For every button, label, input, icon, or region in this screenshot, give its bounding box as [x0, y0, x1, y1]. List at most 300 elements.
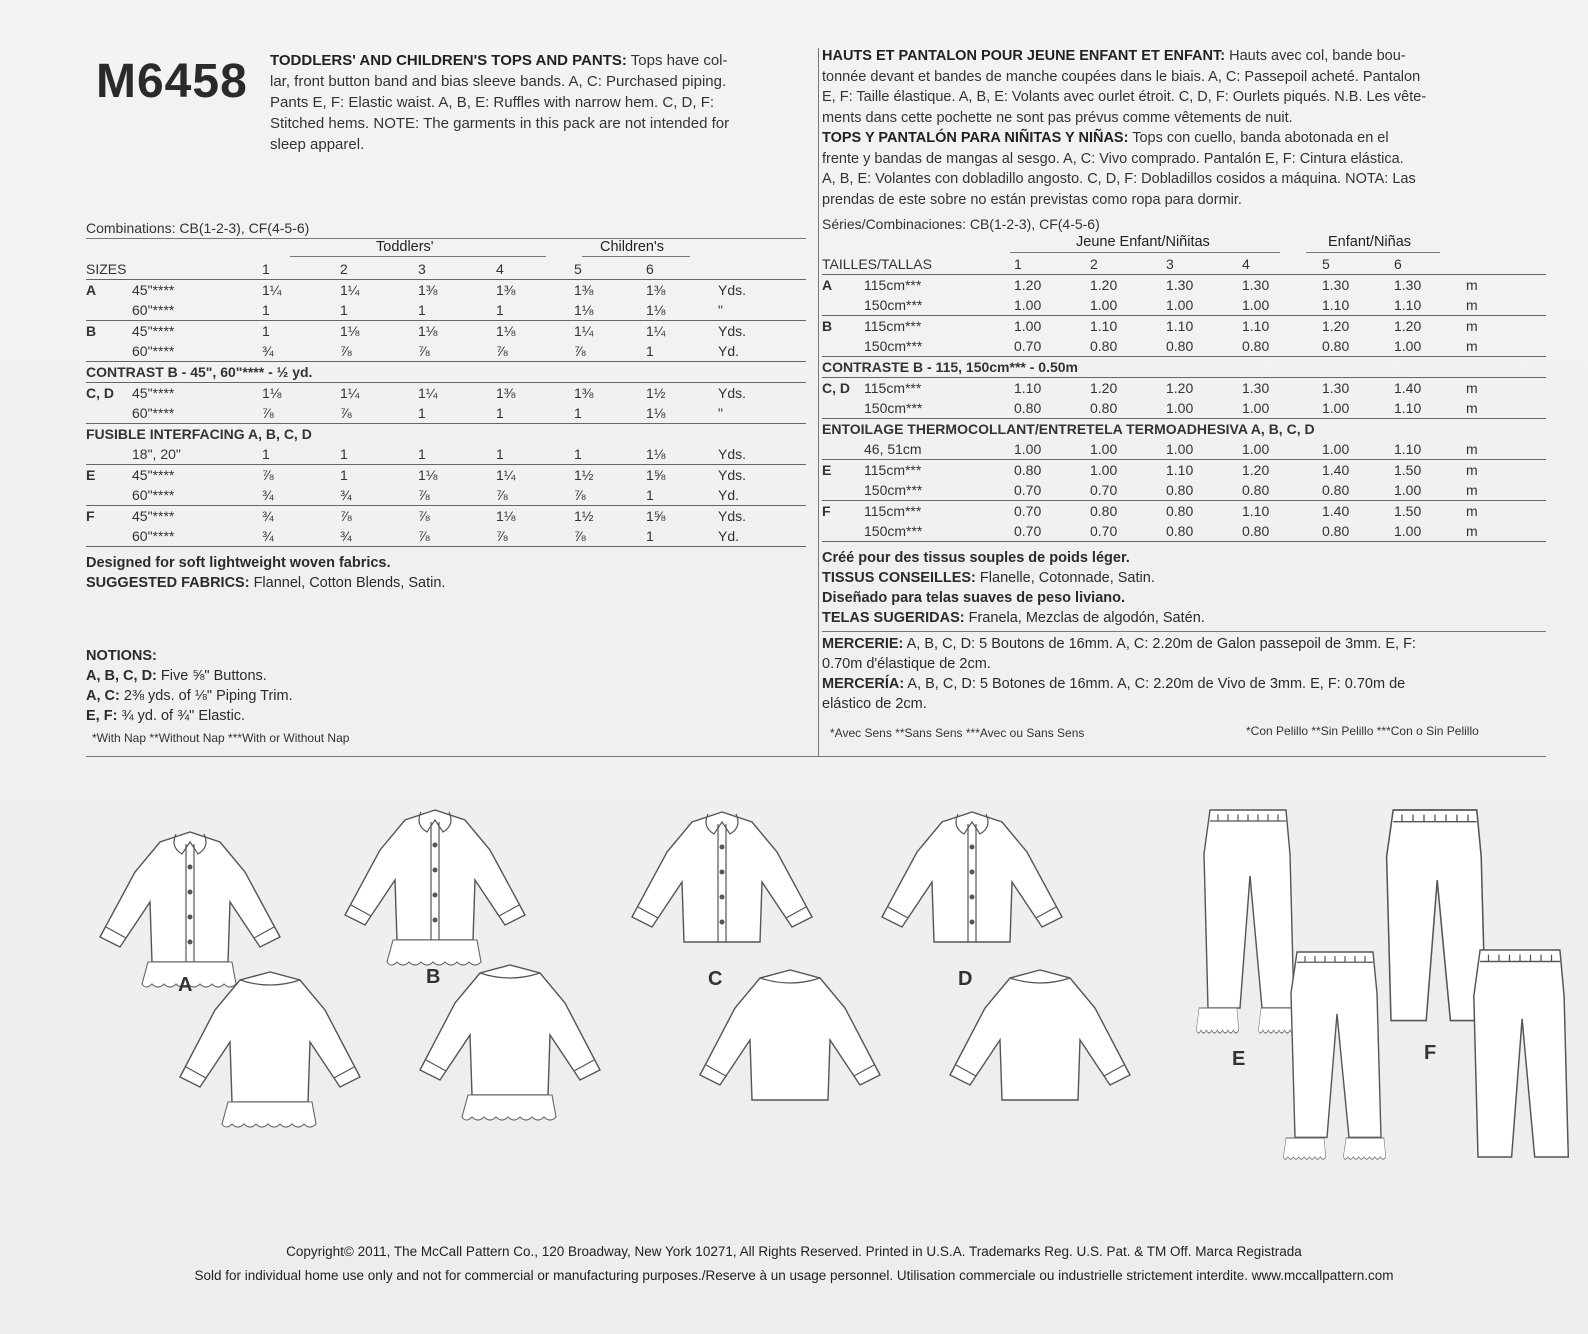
- amount-cell: ⅞: [574, 341, 646, 362]
- group-jeune-enfant: Jeune Enfant/Niñitas: [1076, 234, 1210, 250]
- amount-cell: 1.40: [1322, 462, 1350, 478]
- amount-cell: 0.80: [1322, 480, 1394, 501]
- section-row: [86, 424, 806, 445]
- amount-cell: 1⅛: [646, 300, 718, 321]
- english-line: Tops have col-: [630, 52, 728, 69]
- amount-cell: 1¼: [262, 282, 282, 298]
- size-header: 3: [1166, 254, 1242, 275]
- view-label-b: B: [426, 966, 441, 988]
- yardage-row: [822, 378, 1546, 399]
- amount-cell: 1: [340, 467, 348, 483]
- yardage-row: [86, 280, 806, 301]
- section-label: CONTRAST B - 45", 60"**** - ½ yd.: [86, 362, 806, 383]
- notion-label: A, B, C, D:: [86, 668, 157, 684]
- amount-cell: ⅞: [340, 341, 418, 362]
- size-header-row: [86, 259, 806, 280]
- amount-cell: 1.10: [1242, 318, 1270, 334]
- yardage-row: [822, 275, 1546, 296]
- amount-cell: 1.10: [1090, 318, 1118, 334]
- amount-cell: 1⅛: [340, 323, 360, 339]
- unit-cell: ": [718, 403, 806, 424]
- suggested-fabrics-label: SUGGESTED FABRICS:: [86, 575, 250, 591]
- yardage-row: [86, 526, 806, 547]
- amount-cell: 1: [496, 403, 574, 424]
- amount-cell: ¾: [262, 508, 274, 524]
- amount-cell: 1.00: [1394, 336, 1466, 357]
- section-label: CONTRASTE B - 115, 150cm*** - 0.50m: [822, 357, 1546, 378]
- fabric-width-cell: 60"****: [132, 403, 262, 424]
- view-label-e: E: [1232, 1048, 1246, 1070]
- amount-cell: 1⅜: [574, 282, 594, 298]
- unit-cell: m: [1466, 521, 1546, 542]
- amount-cell: 0.70: [1014, 480, 1090, 501]
- yardage-row: [822, 295, 1546, 316]
- unit-cell: Yds.: [718, 508, 747, 524]
- unit-cell: Yds.: [718, 323, 747, 339]
- amount-cell: 1.10: [1394, 295, 1466, 316]
- amount-cell: 1⅜: [496, 385, 516, 401]
- amount-cell: ⅞: [262, 467, 274, 483]
- amount-cell: 1.10: [1394, 398, 1466, 419]
- yardage-row: [822, 460, 1546, 481]
- unit-cell: Yds.: [718, 444, 806, 465]
- amount-cell: ⅞: [574, 485, 646, 506]
- view-cell: C, D: [822, 380, 850, 396]
- amount-cell: 1.10: [1166, 318, 1194, 334]
- amount-cell: 0.80: [1090, 336, 1166, 357]
- notion-label: A, C:: [86, 688, 120, 704]
- amount-cell: ¾: [262, 485, 340, 506]
- amount-cell: 1¼: [418, 385, 438, 401]
- size-header: 6: [646, 259, 718, 280]
- amount-cell: 1¼: [340, 385, 360, 401]
- amount-cell: 1.20: [1090, 380, 1118, 396]
- amount-cell: 0.80: [1242, 521, 1322, 542]
- amount-cell: 1.20: [1090, 277, 1118, 293]
- amount-cell: 1⅛: [496, 508, 516, 524]
- amount-cell: 1: [262, 300, 340, 321]
- unit-cell: Yds.: [718, 385, 747, 401]
- footnote-spanish: *Con Pelillo **Sin Pelillo ***Con o Sin Pelillo: [1246, 724, 1479, 738]
- amount-cell: 1: [418, 403, 496, 424]
- spanish-line: frente y bandas de mangas al sesgo. A, C: Vivo comprado. Pantalón E, F: Cintura elástica.: [822, 150, 1404, 167]
- yardage-row: [822, 336, 1546, 357]
- amount-cell: 1.00: [1322, 439, 1394, 460]
- amount-cell: 1.00: [1166, 295, 1242, 316]
- amount-cell: ⅞: [496, 341, 574, 362]
- unit-cell: ": [718, 300, 806, 321]
- unit-cell: m: [1466, 439, 1546, 460]
- english-description: [270, 50, 808, 155]
- pattern-number: M6458: [96, 55, 248, 108]
- amount-cell: 1.00: [1090, 439, 1166, 460]
- amount-cell: 1.00: [1322, 398, 1394, 419]
- french-line: ments dans cette pochette ne sont pas prévus comme vêtements de nuit.: [822, 109, 1293, 126]
- amount-cell: 0.80: [1090, 398, 1166, 419]
- unit-cell: m: [1466, 462, 1478, 478]
- garment-illustrations: [0, 760, 1588, 1180]
- amount-cell: 0.80: [1322, 336, 1394, 357]
- amount-cell: ⅞: [574, 526, 646, 547]
- amount-cell: 1⅛: [418, 323, 438, 339]
- divider: [1010, 252, 1280, 253]
- amount-cell: 1.20: [1394, 318, 1422, 334]
- amount-cell: 1½: [646, 385, 666, 401]
- unit-cell: Yd.: [718, 485, 806, 506]
- amount-cell: 0.80: [1242, 336, 1322, 357]
- notion-text: ¾ yd. of ¾" Elastic.: [121, 708, 246, 724]
- amount-cell: 1.00: [1242, 398, 1322, 419]
- yardage-row: [822, 439, 1546, 460]
- amount-cell: 1.00: [1090, 295, 1166, 316]
- amount-cell: 1.40: [1394, 380, 1422, 396]
- view-cell: [822, 480, 864, 501]
- amount-cell: 0.80: [1166, 503, 1194, 519]
- notion-text: 2⅜ yds. of ⅛" Piping Trim.: [123, 688, 293, 704]
- french-title: HAUTS ET PANTALON POUR JEUNE ENFANT ET ENFANT:: [822, 48, 1226, 64]
- amount-cell: 1¼: [574, 323, 594, 339]
- fabric-width-cell: 115cm***: [864, 380, 922, 396]
- usage-line: Sold for individual home use only and not for commercial or manufacturing purposes./Reserve à un usage personnel. Utilisation commerciale ou industrielle strictement interdite. www.mccallpattern.com: [194, 1268, 1394, 1283]
- divider: [86, 238, 806, 239]
- amount-cell: ⅞: [496, 485, 574, 506]
- group-enfant: Enfant/Niñas: [1328, 234, 1412, 250]
- size-header: 2: [340, 259, 418, 280]
- sizes-label: SIZES: [86, 259, 262, 280]
- amount-cell: 1.30: [1394, 277, 1422, 293]
- divider: [822, 631, 1546, 632]
- view-cell: B: [822, 318, 833, 334]
- fabric-width-cell: 150cm***: [864, 336, 1014, 357]
- view-cell: [822, 439, 864, 460]
- amount-cell: 0.80: [1242, 480, 1322, 501]
- amount-cell: 1: [262, 444, 340, 465]
- amount-cell: 1⅛: [418, 467, 438, 483]
- amount-cell: 1.00: [1394, 521, 1466, 542]
- amount-cell: 1.30: [1242, 277, 1270, 293]
- amount-cell: 1.10: [1322, 295, 1394, 316]
- fabric-width-cell: 46, 51cm: [864, 439, 1014, 460]
- yardage-row: [86, 300, 806, 321]
- amount-cell: 1⅛: [646, 444, 718, 465]
- yardage-row: [86, 321, 806, 342]
- amount-cell: 1⅛: [574, 300, 646, 321]
- view-label-f: F: [1424, 1042, 1437, 1064]
- amount-cell: 1.10: [1166, 462, 1194, 478]
- designed-for-text: Designed for soft lightweight woven fabrics.: [86, 555, 391, 571]
- unit-cell: m: [1466, 398, 1546, 419]
- yardage-row: [822, 501, 1546, 522]
- amount-cell: 1.30: [1166, 277, 1194, 293]
- amount-cell: 1: [418, 444, 496, 465]
- view-cell: [822, 295, 864, 316]
- unit-cell: m: [1466, 380, 1478, 396]
- amount-cell: ¾: [262, 341, 340, 362]
- fabric-width-cell: 150cm***: [864, 521, 1014, 542]
- fabric-width-cell: 115cm***: [864, 462, 922, 478]
- amount-cell: 1.00: [1394, 480, 1466, 501]
- amount-cell: 1: [262, 323, 270, 339]
- fabric-width-cell: 115cm***: [864, 503, 922, 519]
- mercerie-block: [822, 634, 1546, 714]
- amount-cell: 0.70: [1090, 480, 1166, 501]
- view-cell: E: [86, 467, 96, 483]
- amount-cell: ⅞: [418, 341, 496, 362]
- fabric-width-cell: 60"****: [132, 341, 262, 362]
- fabric-width-cell: 60"****: [132, 300, 262, 321]
- size-header: 1: [262, 259, 340, 280]
- english-line: Pants E, F: Elastic waist. A, B, E: Ruffles with narrow hem. C, D, F:: [270, 94, 715, 111]
- view-cell: [86, 300, 132, 321]
- view-cell: [86, 526, 132, 547]
- amount-cell: ⅞: [496, 526, 574, 547]
- amount-cell: 1¼: [496, 467, 516, 483]
- footnote-french: *Avec Sens **Sans Sens ***Avec ou Sans Sens: [830, 726, 1085, 740]
- nap-footnote: *With Nap **Without Nap ***With or Without Nap: [92, 731, 350, 745]
- fabric-width-cell: 18", 20": [132, 444, 262, 465]
- view-cell: A: [822, 277, 833, 293]
- yardage-row: [86, 403, 806, 424]
- section-label: FUSIBLE INTERFACING A, B, C, D: [86, 426, 312, 442]
- spanish-line: Tops con cuello, banda abotonada en el: [1132, 130, 1389, 146]
- fr-fabrics-label: TISSUS CONSEILLES:: [822, 570, 976, 586]
- amount-cell: 1.30: [1322, 380, 1350, 396]
- fabric-width-cell: 45"****: [132, 385, 175, 401]
- view-cell: [86, 403, 132, 424]
- yardage-row: [822, 398, 1546, 419]
- yardage-table-metric: [822, 254, 1546, 542]
- amount-cell: 1.50: [1394, 462, 1422, 478]
- french-line: E, F: Taille élastique. A, B, E: Volants avec ourlet étroit. C, D, F: Ourlets piqués. N.B. Les vête-: [822, 89, 1427, 105]
- unit-cell: m: [1466, 503, 1478, 519]
- english-line: lar, front button band and bias sleeve bands. A, C: Purchased piping.: [270, 73, 727, 90]
- amount-cell: 1: [646, 485, 718, 506]
- size-header: 5: [1322, 254, 1394, 275]
- amount-cell: 1.50: [1394, 503, 1422, 519]
- amount-cell: 1.10: [1394, 439, 1466, 460]
- amount-cell: 1: [646, 341, 718, 362]
- fabric-width-cell: 115cm***: [864, 318, 922, 334]
- amount-cell: 1: [574, 444, 646, 465]
- fabric-width-cell: 45"****: [132, 508, 175, 524]
- amount-cell: ⅞: [418, 508, 430, 524]
- amount-cell: 0.80: [1166, 480, 1242, 501]
- yardage-row: [822, 480, 1546, 501]
- fabrics-french-spanish: [822, 548, 1546, 628]
- unit-cell: Yd.: [718, 341, 806, 362]
- amount-cell: 1⅝: [646, 508, 666, 524]
- amount-cell: 1⅝: [646, 467, 666, 483]
- amount-cell: 1¼: [646, 323, 666, 339]
- amount-cell: 1.00: [1242, 439, 1322, 460]
- amount-cell: ⅞: [340, 508, 352, 524]
- yardage-row: [822, 316, 1546, 337]
- es-fabrics-text: Franela, Mezclas de algodón, Satén.: [968, 610, 1205, 626]
- group-toddlers: Toddlers': [376, 239, 434, 255]
- fabric-width-cell: 150cm***: [864, 295, 1014, 316]
- right-combinations: Séries/Combinaciones: CB(1-2-3), CF(4-5-6): [822, 216, 1100, 232]
- amount-cell: 1: [496, 444, 574, 465]
- merceria-text: elástico de 2cm.: [822, 696, 927, 712]
- french-spanish-description: [822, 46, 1546, 210]
- mercerie-text: A, B, C, D: 5 Boutons de 16mm. A, C: 2.20m de Galon passepoil de 3mm. E, F:: [906, 636, 1416, 652]
- divider: [582, 256, 690, 257]
- amount-cell: 1: [340, 300, 418, 321]
- section-label: ENTOILAGE THERMOCOLLANT/ENTRETELA TERMOADHESIVA A, B, C, D: [822, 421, 1315, 437]
- yardage-row: [86, 485, 806, 506]
- french-line: Hauts avec col, bande bou-: [1229, 48, 1406, 64]
- yardage-row: [86, 444, 806, 465]
- yardage-table-imperial: [86, 259, 806, 547]
- left-combinations: Combinations: CB(1-2-3), CF(4-5-6): [86, 220, 310, 236]
- amount-cell: 0.80: [1322, 521, 1394, 542]
- yardage-row: [86, 465, 806, 486]
- amount-cell: 0.70: [1014, 521, 1090, 542]
- amount-cell: 1.20: [1322, 318, 1350, 334]
- fabric-width-cell: 45"****: [132, 323, 175, 339]
- amount-cell: 1.20: [1014, 277, 1042, 293]
- view-label-a: A: [178, 974, 193, 996]
- spanish-title: TOPS Y PANTALÓN PARA NIÑITAS Y NIÑAS:: [822, 130, 1129, 146]
- section-row: [822, 419, 1546, 440]
- divider: [1306, 252, 1440, 253]
- section-row: [822, 357, 1546, 378]
- amount-cell: 1.00: [1014, 295, 1090, 316]
- french-line: tonnée devant et bandes de manche coupées dans le biais. A, C: Passepoil acheté. Pantalon: [822, 68, 1421, 85]
- spanish-line: prendas de este sobre no están previstas como ropa para dormir.: [822, 191, 1242, 208]
- amount-cell: 1⅛: [646, 403, 718, 424]
- notions-english: [86, 646, 806, 748]
- amount-cell: 1: [574, 403, 646, 424]
- amount-cell: 1.40: [1322, 503, 1350, 519]
- sizes-label: TAILLES/TALLAS: [822, 254, 1014, 275]
- yardage-row: [86, 506, 806, 527]
- fabric-width-cell: 115cm***: [864, 277, 922, 293]
- view-label-c: C: [708, 968, 723, 990]
- view-cell: F: [822, 503, 831, 519]
- amount-cell: 0.80: [1090, 503, 1118, 519]
- amount-cell: 0.80: [1014, 462, 1042, 478]
- unit-cell: m: [1466, 295, 1546, 316]
- amount-cell: 1⅛: [496, 323, 516, 339]
- view-cell: C, D: [86, 385, 114, 401]
- size-header: 4: [496, 259, 574, 280]
- fabric-width-cell: 45"****: [132, 282, 175, 298]
- amount-cell: 1: [496, 300, 574, 321]
- fabric-width-cell: 60"****: [132, 526, 262, 547]
- amount-cell: 1.20: [1242, 462, 1270, 478]
- fr-fabrics-text: Flanelle, Cotonnade, Satin.: [979, 570, 1155, 586]
- view-cell: [822, 521, 864, 542]
- yardage-row: [86, 383, 806, 404]
- size-header: 6: [1394, 254, 1466, 275]
- amount-cell: 1.00: [1014, 318, 1042, 334]
- amount-cell: ⅞: [340, 403, 418, 424]
- amount-cell: 1.00: [1014, 439, 1090, 460]
- fabric-width-cell: 60"****: [132, 485, 262, 506]
- yardage-row: [822, 521, 1546, 542]
- es-fabrics-label: TELAS SUGERIDAS:: [822, 610, 965, 626]
- es-designed-text: Diseñado para telas suaves de peso liviano.: [822, 590, 1126, 606]
- mercerie-text: 0.70m d'élastique de 2cm.: [822, 656, 991, 672]
- view-cell: [86, 485, 132, 506]
- amount-cell: 1.30: [1322, 277, 1350, 293]
- suggested-fabrics-text: Flannel, Cotton Blends, Satin.: [253, 575, 446, 591]
- notions-title: NOTIONS:: [86, 648, 157, 664]
- fabric-width-cell: 45"****: [132, 467, 175, 483]
- view-cell: [86, 444, 132, 465]
- amount-cell: 1⅜: [496, 282, 516, 298]
- unit-cell: m: [1466, 336, 1546, 357]
- size-header: 4: [1242, 254, 1322, 275]
- amount-cell: 1.30: [1242, 380, 1270, 396]
- fr-designed-text: Créé pour des tissus souples de poids léger.: [822, 550, 1130, 566]
- english-title: TODDLERS' AND CHILDREN'S TOPS AND PANTS:: [270, 52, 627, 69]
- amount-cell: 0.80: [1166, 336, 1242, 357]
- view-cell: A: [86, 282, 97, 298]
- size-header-row: [822, 254, 1546, 275]
- notion-text: Five ⅝" Buttons.: [160, 668, 267, 684]
- amount-cell: 1: [340, 444, 418, 465]
- view-cell: [822, 398, 864, 419]
- amount-cell: 1.00: [1166, 398, 1242, 419]
- view-cell: [86, 341, 132, 362]
- group-children: Children's: [600, 239, 665, 255]
- unit-cell: m: [1466, 277, 1478, 293]
- copyright-line: Copyright© 2011, The McCall Pattern Co., 120 Broadway, New York 10271, All Rights Reserved. Printed in U.S.A. Trademarks Reg. U.S. Pat. & TM Off. Marca Registrada: [286, 1244, 1302, 1259]
- amount-cell: 1.10: [1014, 380, 1042, 396]
- amount-cell: 1.00: [1090, 462, 1118, 478]
- view-label-d: D: [958, 968, 973, 990]
- unit-cell: Yds.: [718, 282, 747, 298]
- amount-cell: ⅞: [418, 526, 496, 547]
- size-header: 2: [1090, 254, 1166, 275]
- amount-cell: 0.70: [1014, 503, 1042, 519]
- amount-cell: 1¼: [340, 282, 360, 298]
- amount-cell: 1½: [574, 467, 594, 483]
- unit-cell: Yds.: [718, 467, 747, 483]
- english-line: Stitched hems. NOTE: The garments in this pack are not intended for: [270, 115, 730, 132]
- amount-cell: ¾: [262, 526, 340, 547]
- amount-cell: ⅞: [418, 485, 496, 506]
- amount-cell: 1.00: [1166, 439, 1242, 460]
- view-cell: F: [86, 508, 95, 524]
- amount-cell: 1⅜: [418, 282, 438, 298]
- divider: [86, 756, 1546, 757]
- amount-cell: 1.00: [1242, 295, 1322, 316]
- size-header: 5: [574, 259, 646, 280]
- mercerie-label: MERCERIE:: [822, 636, 904, 652]
- yardage-row: [86, 341, 806, 362]
- amount-cell: 0.70: [1090, 521, 1166, 542]
- section-row: [86, 362, 806, 383]
- amount-cell: 1.20: [1166, 380, 1194, 396]
- size-header: 3: [418, 259, 496, 280]
- size-header: 1: [1014, 254, 1090, 275]
- amount-cell: 0.80: [1166, 521, 1242, 542]
- amount-cell: ¾: [340, 485, 418, 506]
- amount-cell: 0.80: [1014, 398, 1090, 419]
- amount-cell: 1⅜: [574, 385, 594, 401]
- notion-label: E, F:: [86, 708, 118, 724]
- fabrics-english: [86, 553, 806, 593]
- amount-cell: ¾: [340, 526, 418, 547]
- divider: [290, 256, 546, 257]
- amount-cell: 1.10: [1242, 503, 1270, 519]
- merceria-text: A, B, C, D: 5 Botones de 16mm. A, C: 2.20m de Vivo de 3mm. E, F: 0.70m de: [907, 676, 1406, 692]
- view-cell: [822, 336, 864, 357]
- english-line: sleep apparel.: [270, 136, 365, 153]
